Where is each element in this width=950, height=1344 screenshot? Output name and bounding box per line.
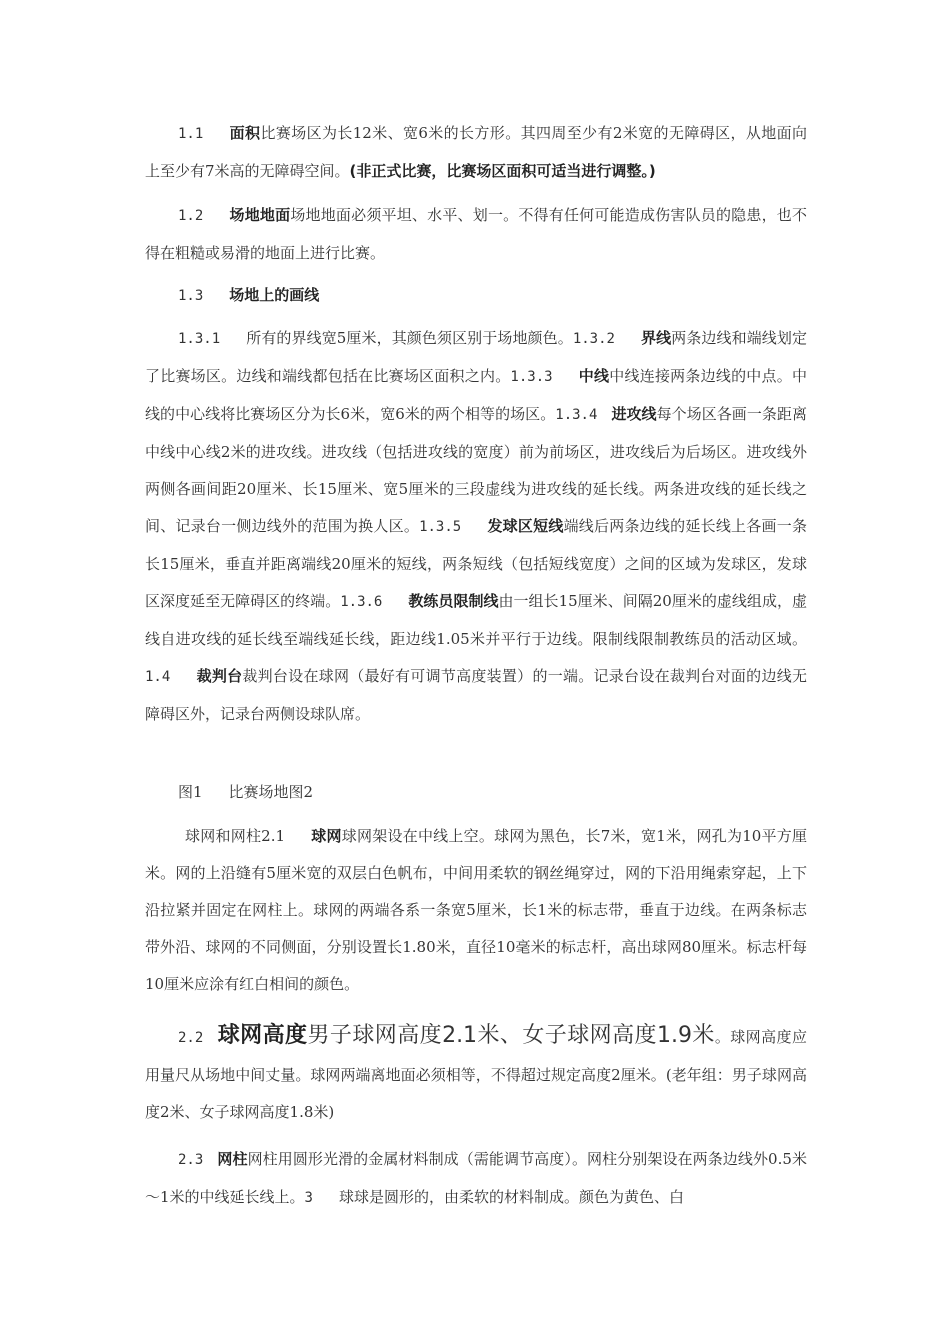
section-heading: 中线 <box>578 367 610 385</box>
section-body: 球网架设在中线上空。球网为黑色，长7米，宽1米，网孔为10平方厘米。网的上沿缝有5厘米宽的双层白色帆布，中间用柔软的钢丝绳穿过，网的下沿用绳索穿起，上下沿拉紧并固定在网柱上。球网的两端各系一条宽5厘米，长1米的标志带，垂直于边线。在两条标志带外沿、球网的不同侧面，分别设置长1.80米，直径10毫米的标志杆，高出球网80厘米。标志杆每10厘米应涂有红白相间的颜色。 <box>145 827 807 993</box>
section-heading: 发球区短线 <box>487 517 564 535</box>
section-number: 2.2 <box>178 1030 204 1046</box>
section-body: 每个场区各画一条距离中线中心线2米的进攻线。进攻线（包括进攻线的宽度）前为前场区，进攻线后为后场区。进攻线外两侧各画间距20厘米、长15厘米、宽5厘米的三段虚线为进攻线的延长线。两条进攻线的延长线之间、记录台一侧边线外的范围为换人区。 <box>145 405 807 535</box>
section-1-1 <box>145 115 807 190</box>
section-body: 。球网高度应用量尺从场地中间丈量。球网两端离地面必须相等，不得超过规定高度2厘米。(老年组：男子球网高度2米、女子球网高度1.8米) <box>145 1028 807 1121</box>
section-body: 所有的界线宽5厘米，其颜色须区别于场地颜色。 <box>246 329 573 347</box>
section-body: 比赛场区为长12米、宽6米的长方形。其四周至少有2米宽的无障碍区，从地面向上至少有7米高的无障碍空间。 <box>145 124 807 180</box>
section-number: 1.2 <box>178 208 204 224</box>
section-number: 1.3.5 <box>419 519 462 535</box>
section-body: 球球是圆形的，由柔软的材料制成。颜色为黄色、白 <box>338 1188 684 1206</box>
figure-caption <box>145 774 807 811</box>
figure-label: 图1 <box>178 783 203 801</box>
section-heading: 面积 <box>229 124 261 142</box>
section-body: 中线连接两条边线的中点。中线的中心线将比赛场区分为长6米，宽6米的两个相等的场区。 <box>145 367 807 423</box>
section-body: 端线后两条边线的延长线上各画一条长15厘米，垂直并距离端线20厘米的短线，两条短线（包括短线宽度）之间的区域为发球区，发球区深度延至无障碍区的终端。 <box>145 517 807 610</box>
section-number: 3 <box>304 1190 313 1206</box>
section-number: 1.3.3 <box>510 369 553 385</box>
section-1-2 <box>145 197 807 272</box>
section-number: 1.3.6 <box>340 594 383 610</box>
section-heading: 界线 <box>640 329 672 347</box>
section-2-3 <box>145 1141 807 1217</box>
section-heading: 裁判台 <box>196 667 243 685</box>
section-body: 场地地面必须平坦、水平、划一。不得有任何可能造成伤害队员的隐患，也不得在粗糙或易滑的地面上进行比赛。 <box>145 206 807 262</box>
section-number: 1.3.2 <box>572 331 615 347</box>
figure-title: 比赛场地图2 <box>228 783 314 801</box>
section-body: 网柱用圆形光滑的金属材料制成（需能调节高度）。网柱分别架设在两条边线外0.5米～1米的中线延长线上。 <box>145 1150 807 1206</box>
section-number: 1.3.4 <box>555 407 598 423</box>
section-number: 2.3 <box>178 1152 204 1168</box>
section-2-2 <box>145 1017 807 1131</box>
section-heading: 进攻线 <box>611 405 657 423</box>
section-number: 1.4 <box>145 669 171 685</box>
section-1-3-block <box>145 320 807 733</box>
section-intro: 球网和网柱2.1 <box>185 827 286 845</box>
section-number: 1.3.1 <box>178 331 221 347</box>
section-number: 1.1 <box>178 126 204 142</box>
section-body: 裁判台设在球网（最好有可调节高度装置）的一端。记录台设在裁判台对面的边线无障碍区外，记录台两侧设球队席。 <box>145 667 807 723</box>
section-body: 两条边线和端线划定了比赛场区。边线和端线都包括在比赛场区面积之内。 <box>145 329 807 385</box>
section-heading: 网柱 <box>217 1150 248 1168</box>
section-heading: 场地上的画线 <box>229 286 320 304</box>
section-note: (非正式比赛，比赛场区面积可适当进行调整。) <box>349 162 656 180</box>
section-heading: 球网高度 <box>217 1023 308 1048</box>
section-heading: 教练员限制线 <box>408 592 499 610</box>
section-heading: 场地地面 <box>229 206 291 224</box>
section-2-1 <box>145 818 807 1003</box>
section-number: 1.3 <box>178 288 204 304</box>
section-heading: 球网 <box>311 827 342 845</box>
section-body: 由一组长15厘米、间隔20厘米的虚线组成，虚线自进攻线的延长线至端线延长线，距边线1.05米并平行于边线。限制线限制教练员的活动区域。 <box>145 592 807 648</box>
section-highlight: 男子球网高度2.1米、女子球网高度1.9米 <box>307 1023 715 1048</box>
section-1-3 <box>145 277 807 315</box>
